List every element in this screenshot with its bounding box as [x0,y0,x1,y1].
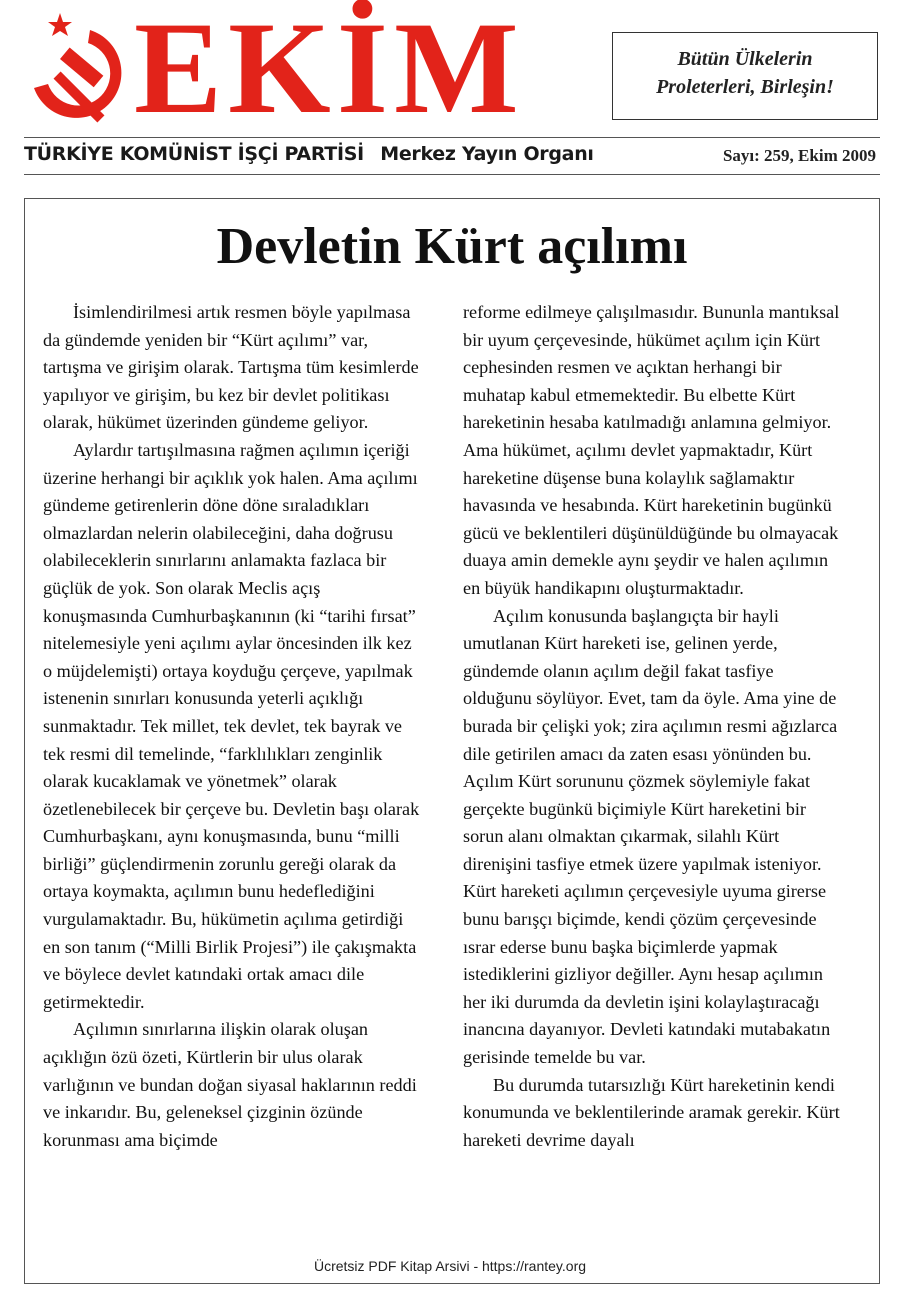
paragraph: Bu durumda tutarsızlığı Kürt hareketinin kendi konumunda ve beklentilerinde aramak gerekir. Kürt hareketi devrime dayalı [463,1074,840,1150]
masthead-rule-bottom [24,174,880,175]
issue-number: Sayı: 259, Ekim 2009 [722,146,876,165]
watermark: Ücretsiz PDF Kitap Arsivi - https://rantey.org [313,1258,587,1274]
masthead [0,0,900,180]
masthead-title: EKİM [134,0,525,141]
motto-line-2: Proleterleri, Birleşin! [656,76,834,98]
publication-organ: Merkez Yayın Organı [380,143,594,165]
hammer-and-sickle-star-icon [30,10,130,130]
article-column-right [463,299,843,1269]
party-line [24,143,594,165]
party-name: TÜRKİYE KOMÜNİST İŞÇİ PARTİSİ [24,143,364,165]
article-headline: Devletin Kürt açılımı [216,218,688,275]
article-frame [24,198,880,1284]
paragraph: reforme edilmeye çalışılmasıdır. Bununla mantıksal bir uyum çerçevesinde, hükümet açılım için Kürt cephesinden resmen ve açıktan herhangi bir muhatap kabul etmemektedir. Bu elbette Kürt hareketinin hesaba katılmadığı anlamına gelmiyor. Ama hükümet, açılımı devlet yapmaktadır, Kürt hareketine düşense buna kolaylık sağlamaktır havasında ve hesabında. Kürt hareketinin bugünkü gücü ve beklentileri düşünüldüğünde bu olmayacak duaya amin demekle aynı şeydir ve halen açılımın en büyük handikapını oluşturmaktadır. [463,302,840,598]
paragraph: Açılımın sınırlarına ilişkin olarak oluşan açıklığın özü özeti, Kürtlerin bir ulus olarak varlığının ve bundan doğan siyasal haklarının reddi ve inkarıdır. Bu, geleneksel çizginin özünde korunması ama biçimde [43,1019,417,1150]
motto-box [612,32,878,120]
paragraph: İsimlendirilmesi artık resmen böyle yapılmasa da gündemde yeniden bir “Kürt açılımı” var, tartışma ve girişim olarak. Tartışma tüm kesimlerde yapılıyor ve girişim, bu kez bir devlet politikası olarak, hükümet üzerinden gündeme geliyor. [43,302,419,433]
paragraph: Açılım konusunda başlangıçta bir hayli umutlanan Kürt hareketi ise, gelinen yerde, gündemde olanın açılım değil fakat tasfiye olduğunu söylüyor. Evet, tam da öyle. Ama yine de burada bir çelişki yok; zira açılımın resmi ağızlarca dile getirilen amacı da zaten esası yönünden bu. Açılım Kürt sorununu çözmek söylemiyle fakat gerçekte bugünkü biçimiyle Kürt hareketini bir sorun alanı olmaktan çıkarmak, silahlı Kürt direnişini tasfiye etmek üzere yapılmak isteniyor. Kürt hareketi açılımın çerçevesiyle uyuma girerse bunu barışçı biçimde, kendi çözüm çerçevesinde ısrar ederse bunu başka biçimlerde yapmak istediklerini gizliyor değiller. Aynı hesap açılımın her iki durumda da devletin işini kolaylaştıracağı inancına dayanıyor. Devleti katındaki mutabakatın gerisinde temelde bu var. [463,605,838,1068]
motto-line-1: Bütün Ülkelerin [677,48,813,70]
article-column-left [43,299,423,1269]
paragraph: Aylardır tartışılmasına rağmen açılımın içeriği üzerine herhangi bir açıklık yok halen. Ama açılımı gündeme getirenlerin döne döne sıraladıkları olmazlardan nelerin olabileceğini, daha doğrusu olabileceklerin sınırlarını anlamakta fazlaca bir güçlük de yok. Son olarak Meclis açış konuşmasında Cumhurbaşkanının (ki “tarihi fırsat” nitelemesiyle yeni açılımı aylar öncesinden ilk kez o müjdelemişti) ortaya koyduğu çerçeve, yapılmak istenenin sınırları konusunda yeterli açıklığı sunmaktadır. Tek millet, tek devlet, tek bayrak ve tek resmi dil temelinde, “farklılıkları zenginlik olarak kucaklamak ve yönetmek” olarak özetlenebilecek bir çerçeve bu. Devletin başı olarak Cumhurbaşkanı, aynı konuşmasında, bunu “milli birliği” güçlendirmenin zorunlu gereği olarak da ortaya koymakta, açılımın bunu hedeflediğini vurgulamaktadır. Bu, hükümetin açılıma getirdiği en son tanım (“Milli Birlik Projesi”) ile çakışmakta ve böylece devlet katındaki ortak amacı dile getirmektedir. [43,439,420,1012]
masthead-rule-top [24,137,880,138]
